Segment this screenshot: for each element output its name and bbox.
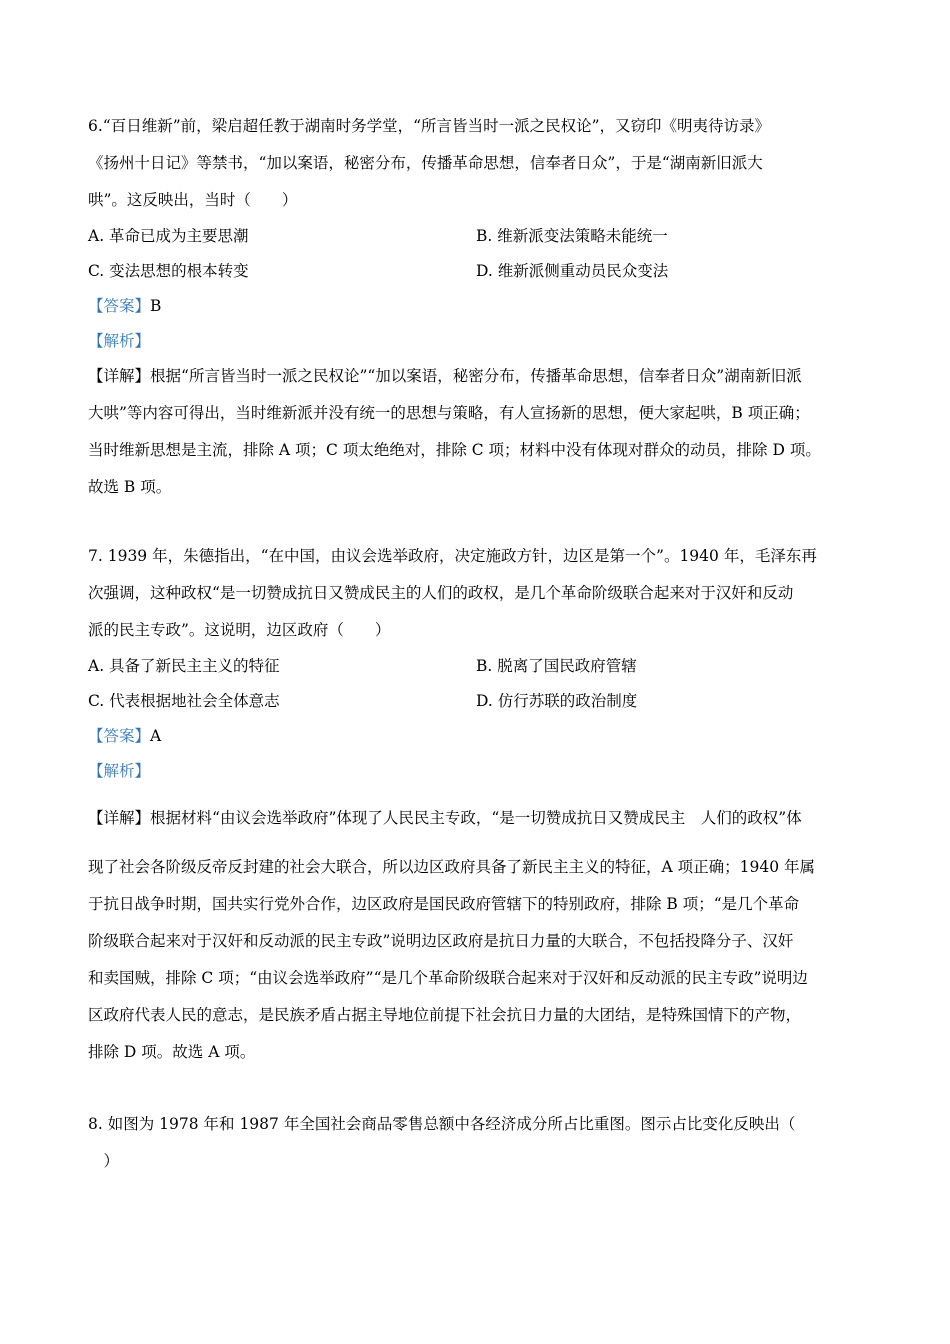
q7-detail-line-3: 于抗日战争时期，国共实行党外合作，边区政府是国民政府管辖下的特别政府，排除 B 项；“是几个革命 [88, 895, 800, 913]
q7-analysis [88, 761, 150, 781]
q6-detail-line-1 [88, 366, 802, 386]
q7-answer-tag: 【答案】 [88, 727, 151, 745]
q7-option-b: B. 脱离了国民政府管辖 [476, 657, 637, 675]
q6-option-d: D. 维新派侧重动员民众变法 [476, 262, 669, 280]
q7-detail-line-2: 现了社会各阶级反帝反封建的社会大联合，所以边区政府具备了新民主主义的特征，A 项正确；1940 年属 [88, 858, 815, 876]
q7-detail-line-1 [88, 808, 802, 828]
q6-option-c: C. 变法思想的根本转变 [88, 262, 249, 280]
q7-detail-line-4: 阶级联合起来对于汉奸和反动派的民主专政”说明边区政府是抗日力量的大联合，不包括投降分子、汉奸 [88, 932, 794, 950]
q6-detail-line-2: 大哄”等内容可得出，当时维新派并没有统一的思想与策略，有人宣扬新的思想，便大家起哄，B 项正确； [88, 404, 810, 422]
q7-answer-value: A [150, 727, 162, 745]
q6-answer-value: B [150, 297, 162, 315]
q7-analysis-tag: 【解析】 [88, 762, 151, 780]
q6-answer-tag: 【答案】 [88, 297, 151, 315]
q6-stem-line-2: 《扬州十日记》等禁书，“加以案语，秘密分布，传播革命思想，信奉者日众”，于是“湖南新旧派大 [88, 154, 763, 172]
q7-detail-line-5: 和卖国贼，排除 C 项；“由议会选举政府”“是几个革命阶级联合起来对于汉奸和反动派的民主专政”说明边 [88, 969, 808, 987]
q6-detail-line-4: 故选 B 项。 [88, 478, 172, 496]
q6-answer [88, 296, 161, 316]
q6-detail-text-1: 根据“所言皆当时一派之民权论”“加以案语，秘密分布，传播革命思想，信奉者日众”湖南新旧派 [150, 367, 802, 385]
q6-detail-line-3: 当时维新思想是主流，排除 A 项；C 项太绝绝对，排除 C 项；材料中没有体现对群众的动员，排除 D 项。 [88, 441, 821, 459]
q7-stem-line-1: 7. 1939 年，朱德指出，“在中国，由议会选举政府，决定施政方针，边区是第一个”。1940 年，毛泽东再 [88, 547, 817, 565]
q6-stem-line-3: 哄”。这反映出，当时（ ） [88, 191, 298, 209]
q6-option-a: A. 革命已成为主要思潮 [88, 227, 249, 245]
q7-option-c: C. 代表根据地社会全体意志 [88, 692, 280, 710]
q6-analysis [88, 331, 150, 351]
q7-detail-tag: 【详解】 [88, 809, 151, 827]
q7-answer [88, 726, 161, 746]
q7-stem-line-3: 派的民主专政”。这说明，边区政府（ ） [88, 621, 391, 639]
q6-stem-line-1: 6.“百日维新”前，梁启超任教于湖南时务学堂，“所言皆当时一派之民权论”，又窃印《明夷待访录》 [88, 117, 770, 135]
q8-stem-line-1: 8. 如图为 1978 年和 1987 年全国社会商品零售总额中各经济成分所占比重图。图示占比变化反映出（ [88, 1115, 796, 1133]
q8-stem-line-2: ） [88, 1152, 120, 1170]
q7-stem-line-2: 次强调，这种政权“是一切赞成抗日又赞成民主的人们的政权，是几个革命阶级联合起来对于汉奸和反动 [88, 584, 794, 602]
q7-option-a: A. 具备了新民主主义的特征 [88, 657, 280, 675]
q7-detail-line-7: 排除 D 项。故选 A 项。 [88, 1043, 256, 1061]
q7-detail-text-1: 根据材料“由议会选举政府”体现了人民民主专政，“是一切赞成抗日又赞成民主 人们的政权”体 [150, 809, 802, 827]
q6-option-b: B. 维新派变法策略未能统一 [476, 227, 668, 245]
q6-detail-tag: 【详解】 [88, 367, 151, 385]
q7-detail-line-6: 区政府代表人民的意志，是民族矛盾占据主导地位前提下社会抗日力量的大团结，是特殊国情下的产物， [88, 1006, 802, 1024]
q7-option-d: D. 仿行苏联的政治制度 [476, 692, 638, 710]
q6-analysis-tag: 【解析】 [88, 332, 151, 350]
